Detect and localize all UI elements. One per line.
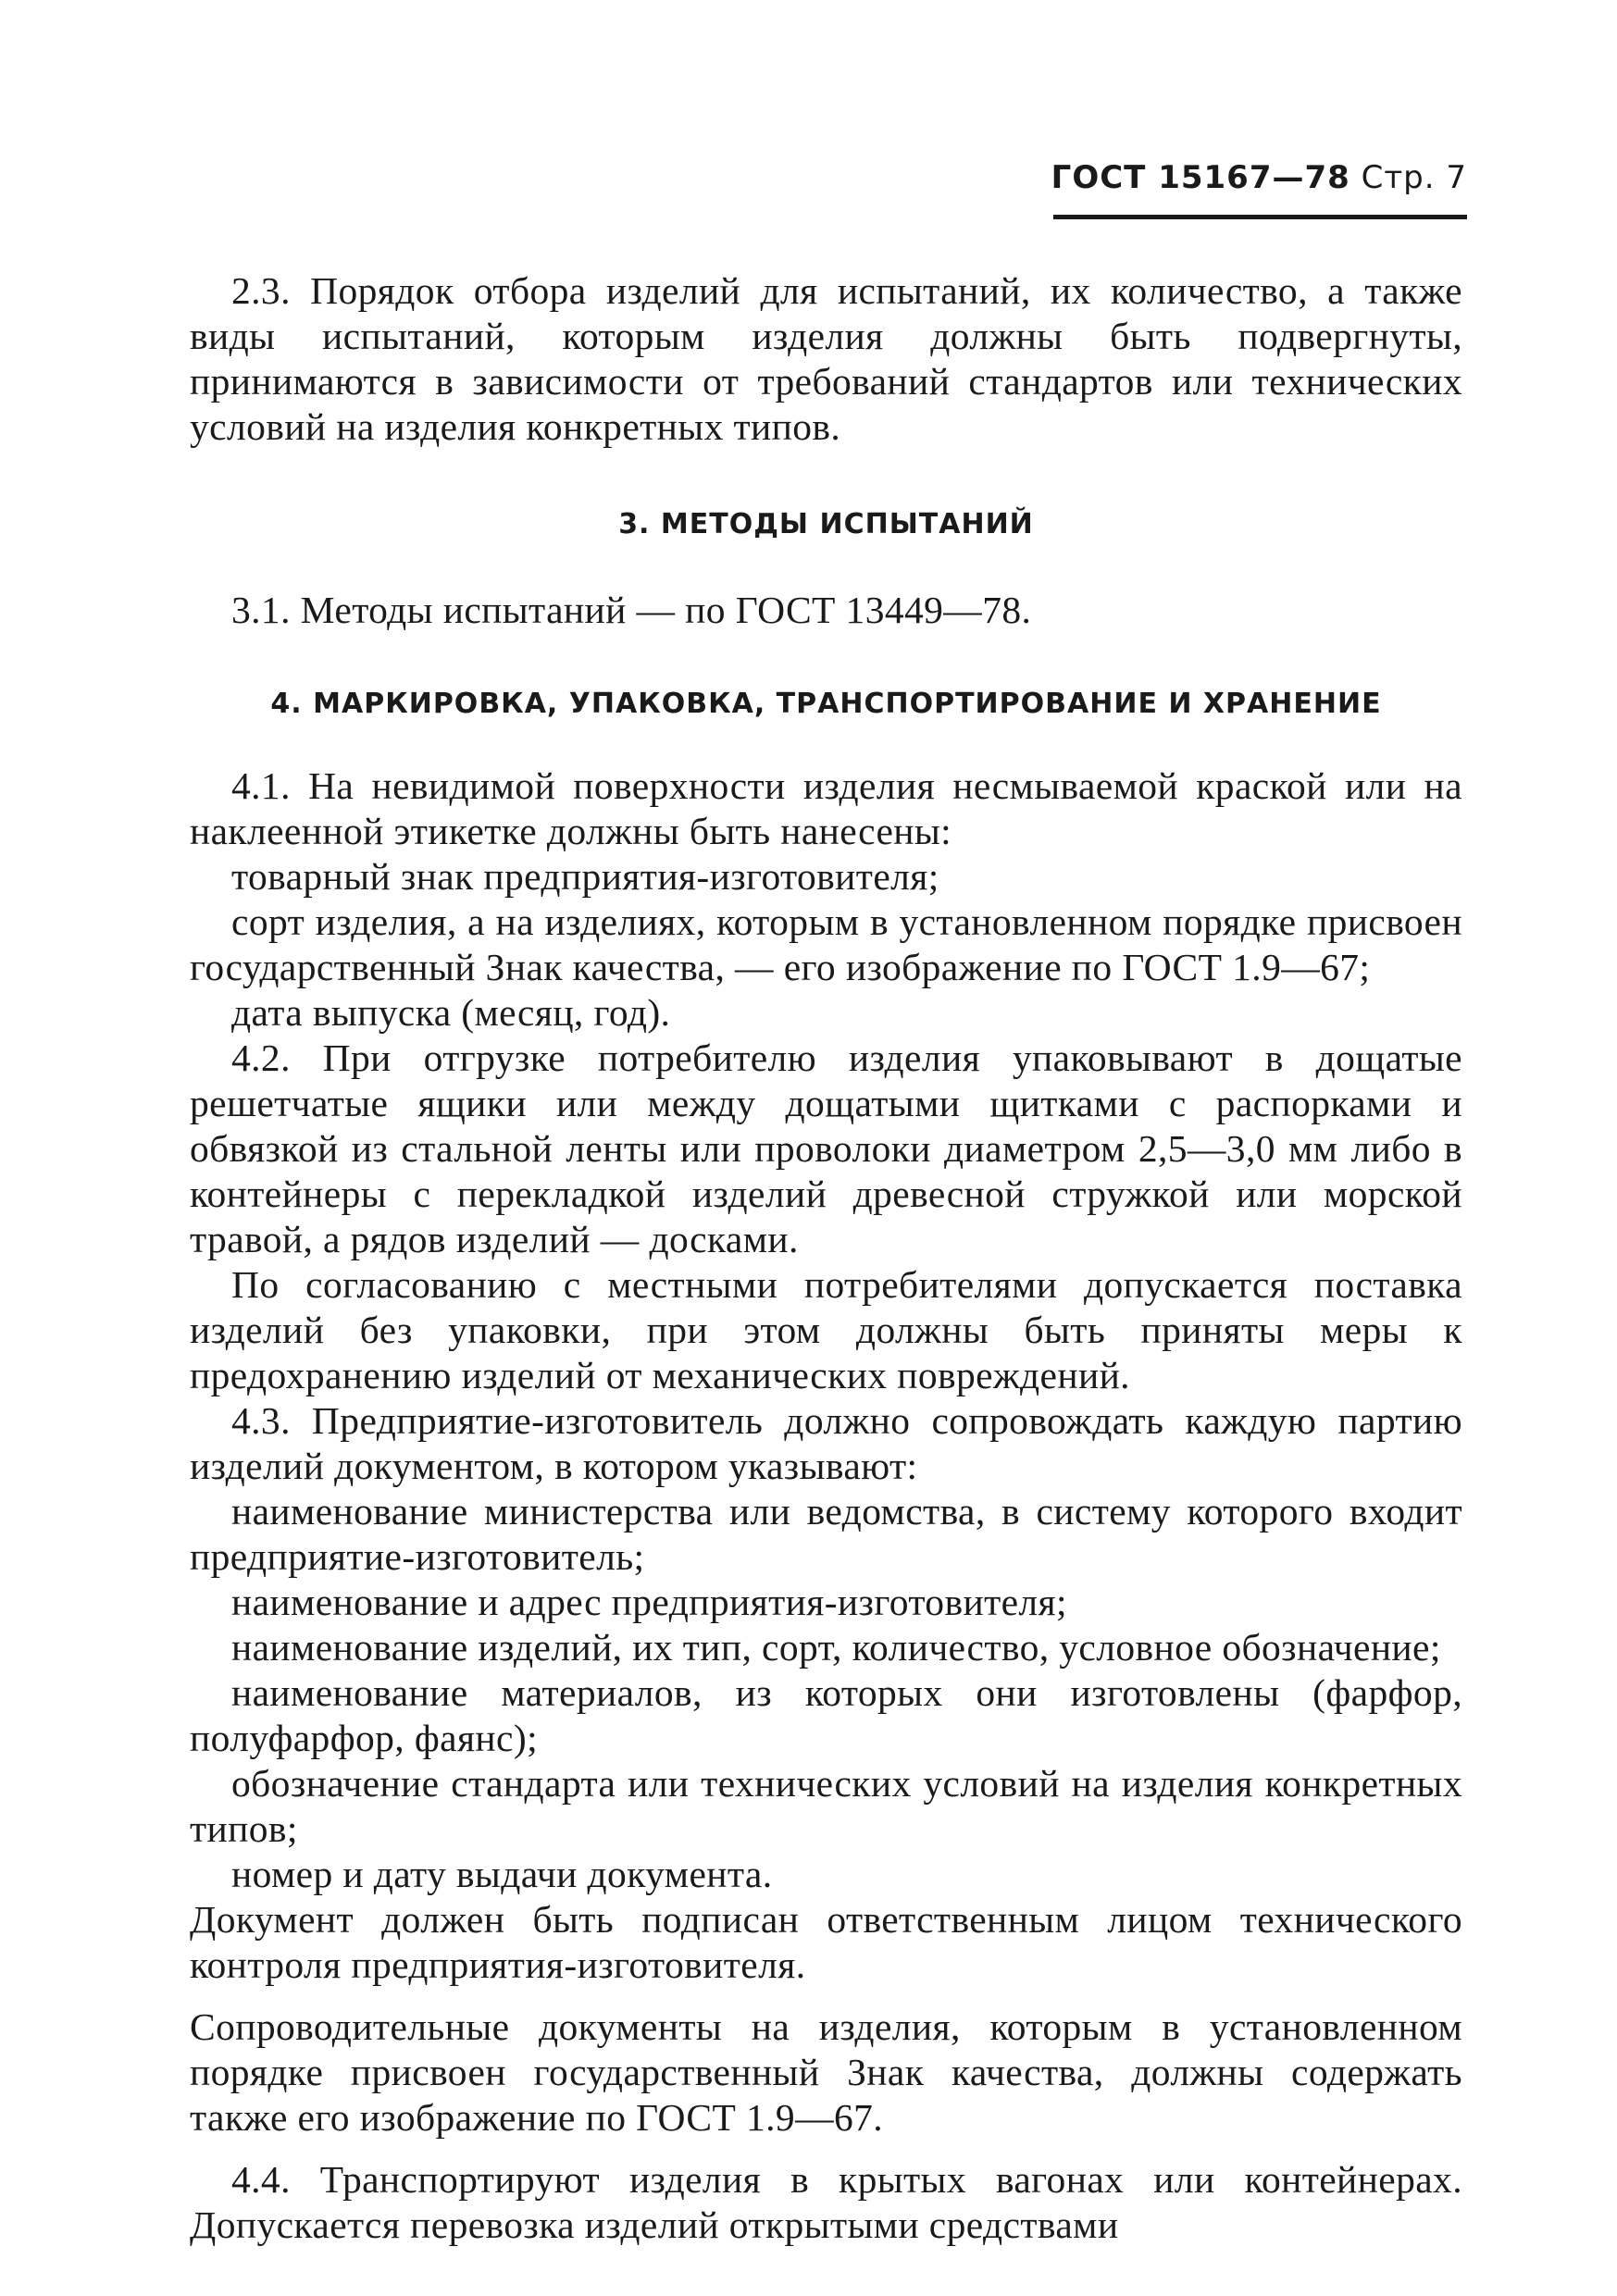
clause-4-3-item-address: наименование и адрес предприятия-изготовителя; xyxy=(231,1581,1067,1623)
clause-4-1: 4.1. На невидимой поверхности изделия несмываемой краской или на наклеенной этикетке должны быть нанесены: xyxy=(190,764,1462,852)
section-3-title: 3. МЕТОДЫ ИСПЫТАНИЙ xyxy=(618,508,1034,540)
clause-4-3-item-standard: обозначение стандарта или технических условий на изделия конкретных типов; xyxy=(190,1762,1462,1850)
clause-4-1-item-trademark: товарный знак предприятия-изготовителя; xyxy=(231,855,939,898)
clause-4-1-item-date: дата выпуска (месяц, год). xyxy=(231,991,671,1034)
clause-3-1: 3.1. Методы испытаний — по ГОСТ 13449—78. xyxy=(231,589,1032,631)
page-header xyxy=(1051,159,1467,196)
clause-4-1-item-grade: сорт изделия, а на изделиях, которым в установленном порядке присвоен государственный Знак качества, — его изображение по ГОСТ 1.9—67; xyxy=(190,900,1462,988)
clause-4-3-item-products: наименование изделий, их тип, сорт, количество, условное обозначение; xyxy=(231,1626,1441,1669)
header-rule xyxy=(1053,215,1467,219)
clause-4-2: 4.2. При отгрузке потребителю изделия упаковывают в дощатые решетчатые ящики или между дощатыми щитками с распорками и обвязкой из стальной ленты или проволоки диаметром 2,5—3,0 мм либо в контейнеры с перекладкой изделий древесной стружкой или морской травой, а рядов изделий — досками. xyxy=(190,1036,1462,1260)
clause-4-3-item-materials: наименование материалов, из которых они изготовлены (фарфор, полуфарфор, фаянс); xyxy=(190,1671,1462,1759)
clause-4-3-signature: Документ должен быть подписан ответственным лицом технического контроля предприятия-изготовителя. xyxy=(190,1898,1462,1986)
clause-4-3-quality-mark: Сопроводительные документы на изделия, которым в установленном порядке присвоен государственный Знак качества, должны содержать также его изображение по ГОСТ 1.9—67. xyxy=(190,2005,1462,2139)
clause-4-3-item-doc-number: номер и дату выдачи документа. xyxy=(231,1853,773,1895)
section-4-title: 4. МАРКИРОВКА, УПАКОВКА, ТРАНСПОРТИРОВАНИЕ И ХРАНЕНИЕ xyxy=(270,688,1382,720)
clause-4-2-agreement: По согласованию с местными потребителями допускается поставка изделий без упаковки, при этом должны быть приняты меры к предохранению изделий от механических повреждений. xyxy=(190,1263,1462,1396)
document-body xyxy=(190,268,1462,2248)
clause-4-4: 4.4. Транспортируют изделия в крытых вагонах или контейнерах. Допускается перевозка изделий открытыми средствами xyxy=(190,2158,1462,2246)
clause-2-3: 2.3. Порядок отбора изделий для испытаний, их количество, а также виды испытаний, которым изделия должны быть подвергнуты, принимаются в зависимости от требований стандартов или технических условий на изделия конкретных типов. xyxy=(190,269,1462,448)
clause-4-3: 4.3. Предприятие-изготовитель должно сопровождать каждую партию изделий документом, в котором указывают: xyxy=(190,1399,1462,1487)
standard-number: ГОСТ 15167—78 xyxy=(1051,159,1350,196)
page-number: Стр. 7 xyxy=(1361,159,1467,196)
clause-4-3-item-ministry: наименование министерства или ведомства, в систему которого входит предприятие-изготовитель; xyxy=(190,1490,1462,1578)
